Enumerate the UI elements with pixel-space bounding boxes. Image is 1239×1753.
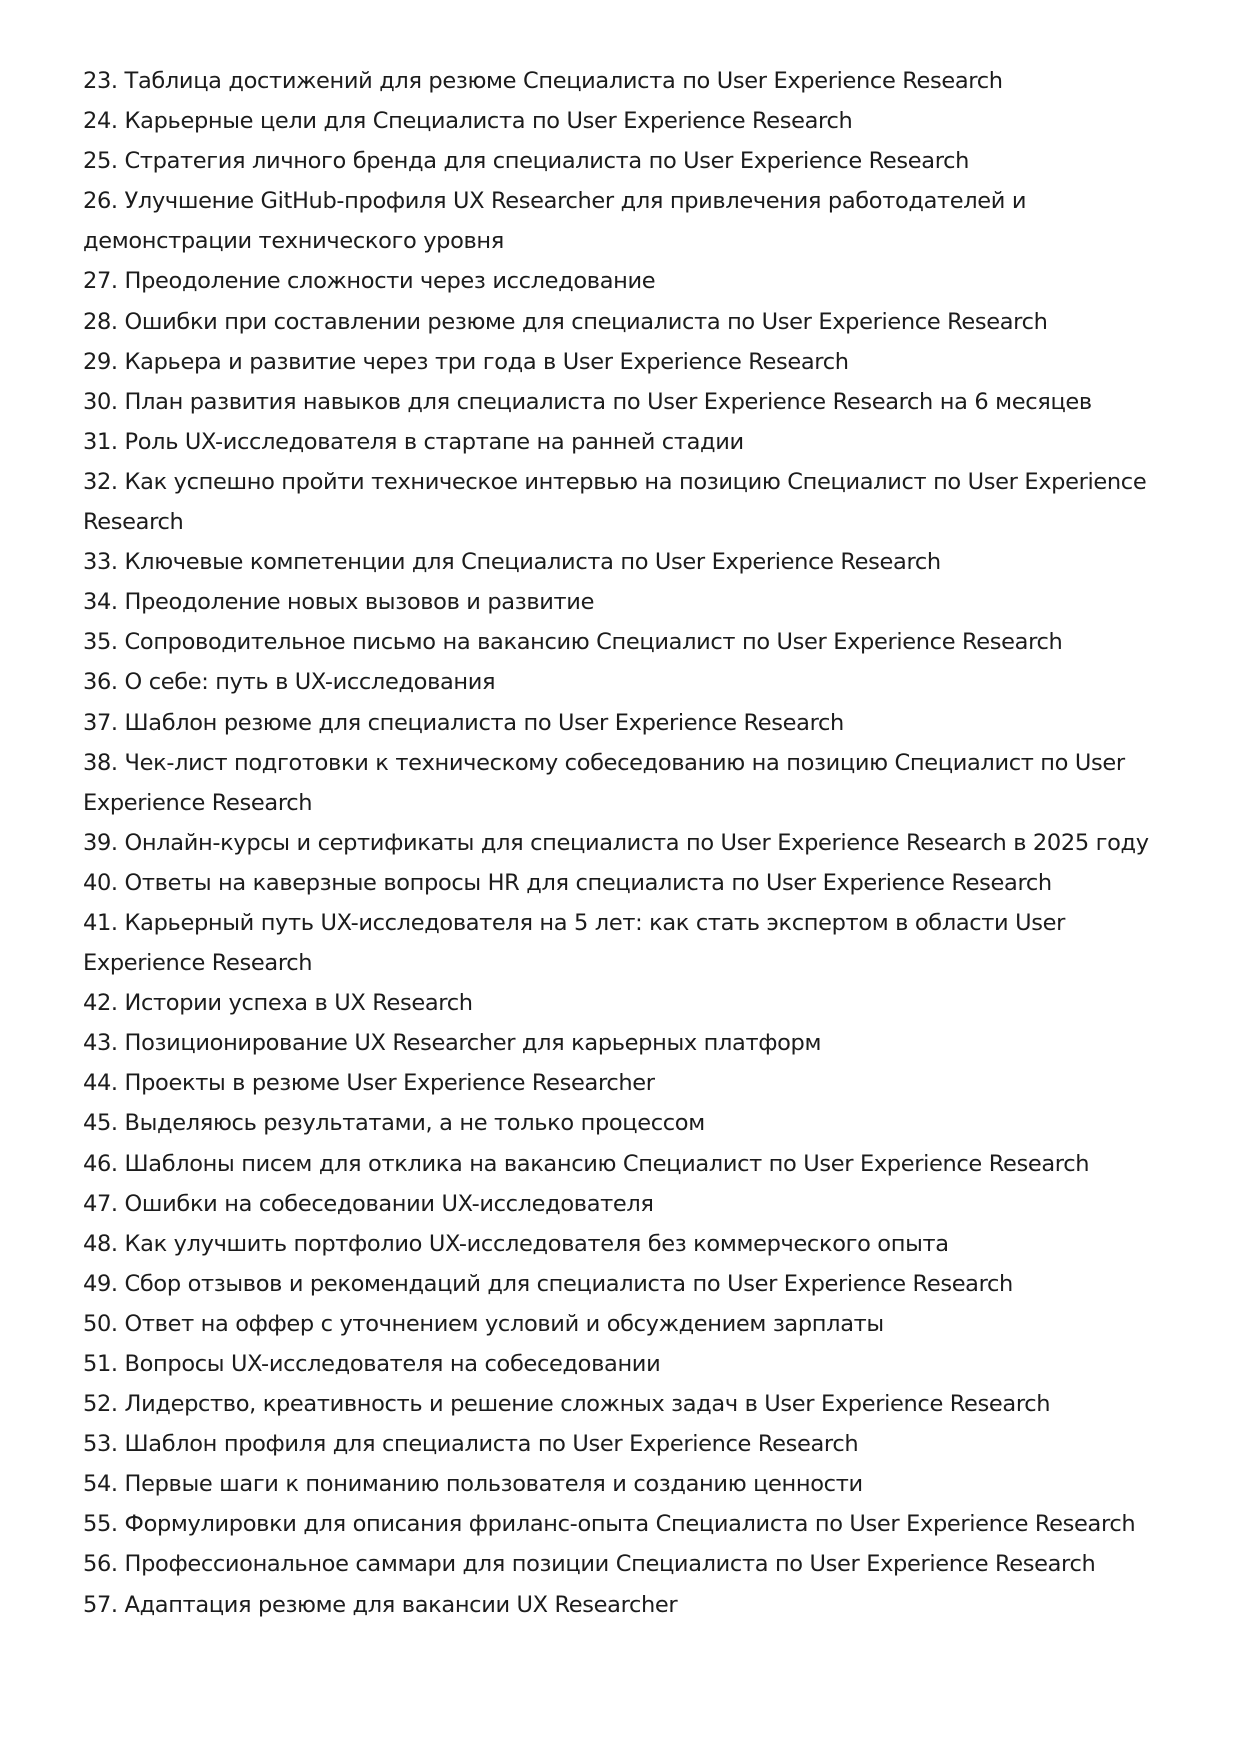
toc-item-text: Ответ на оффер с уточнением условий и обсуждением зарплаты [124,1310,884,1337]
toc-item [83,622,1158,662]
toc-item-number: 48. [83,1230,118,1257]
toc-item-text: Ответы на каверзные вопросы HR для специалиста по User Experience Research [124,869,1052,896]
toc-item-text: Шаблон профиля для специалиста по User Experience Research [124,1431,859,1458]
toc-item-text: План развития навыков для специалиста по User Experience Research на 6 месяцев [124,388,1092,415]
toc-item-text: Первые шаги к пониманию пользователя и созданию ценности [124,1471,863,1498]
toc-item-text: Сбор отзывов и рекомендаций для специалиста по User Experience Research [124,1270,1013,1297]
toc-item-text: Ключевые компетенции для Специалиста по User Experience Research [124,549,941,576]
toc-item [83,662,1158,702]
toc-item-number: 40. [83,869,118,896]
toc-item-text: Преодоление новых вызовов и развитие [124,589,595,616]
toc-item-text: Формулировки для описания фриланс-опыта Специалиста по User Experience Research [124,1511,1136,1538]
toc-item-number: 46. [83,1150,118,1177]
toc-item-number: 32. [83,468,118,495]
toc-item [83,302,1158,342]
toc-item-text: Шаблоны писем для отклика на вакансию Специалист по User Experience Research [124,1150,1090,1177]
toc-item [83,1224,1158,1264]
toc-item-number: 25. [83,148,118,175]
toc-item-text: Карьерные цели для Специалиста по User Experience Research [124,108,853,135]
toc-item [83,1063,1158,1103]
toc-item-text: Как успешно пройти техническое интервью на позицию Специалист по User Experience Research [83,468,1147,536]
toc-item [83,1103,1158,1143]
toc-item-number: 28. [83,308,118,335]
toc-item-text: Адаптация резюме для вакансии UX Researcher [124,1591,678,1618]
toc-item [83,422,1158,462]
toc-item-number: 33. [83,549,118,576]
toc-item-number: 43. [83,1030,118,1057]
toc-item [83,1504,1158,1544]
toc-item-text: Ошибки на собеседовании UX-исследователя [124,1190,654,1217]
toc-item-text: Карьера и развитие через три года в User Experience Research [124,348,849,375]
toc-item-number: 38. [83,749,118,776]
toc-item-number: 45. [83,1110,118,1137]
toc-item-number: 49. [83,1270,118,1297]
toc-item-number: 51. [83,1351,118,1377]
toc-item [83,1264,1158,1304]
toc-item [83,1144,1158,1184]
toc-item [83,703,1158,743]
toc-item [83,1464,1158,1504]
toc-item-text: Позиционирование UX Researcher для карьерных платформ [124,1030,822,1057]
toc-item [83,542,1158,582]
toc-item-text: Чек-лист подготовки к техническому собеседованию на позицию Специалист по User Experience Research [83,749,1125,816]
toc-item-number: 24. [83,108,118,135]
toc-item-number: 37. [83,709,118,736]
toc-item-number: 35. [83,629,118,656]
toc-item-text: Карьерный путь UX-исследователя на 5 лет: как стать экспертом в области User Experience Research [83,909,1066,977]
toc-item [83,1304,1158,1344]
toc-item-number: 26. [83,188,118,215]
toc-item-number: 41. [83,909,118,936]
toc-item-number: 34. [83,589,118,616]
toc-item [83,462,1158,542]
toc-item-text: Вопросы UX-исследователя на собеседовании [124,1351,661,1377]
toc-item [83,382,1158,422]
toc-item [83,1585,1158,1625]
toc-item-text: Ошибки при составлении резюме для специалиста по User Experience Research [124,308,1048,335]
toc-item-number: 29. [83,348,118,375]
toc-item-number: 57. [83,1591,118,1618]
toc-item [83,101,1158,141]
toc-item-text: Стратегия личного бренда для специалиста по User Experience Research [124,148,970,175]
toc-item-text: Улучшение GitHub-профиля UX Researcher для привлечения работодателей и демонстрации технического уровня [83,188,1027,255]
toc-item [83,823,1158,863]
toc-item [83,261,1158,301]
toc-item [83,743,1158,823]
toc-item-text: Лидерство, креативность и решение сложных задач в User Experience Research [124,1391,1051,1418]
toc-item-text: Сопроводительное письмо на вакансию Специалист по User Experience Research [124,629,1063,656]
toc-item-number: 56. [83,1551,118,1578]
toc-item-number: 39. [83,829,118,856]
toc-item-number: 23. [83,68,118,94]
toc-item [83,582,1158,622]
toc-item [83,1023,1158,1063]
toc-item [83,1184,1158,1224]
toc-item-number: 44. [83,1070,118,1097]
toc-item [83,61,1158,101]
toc-item-text: Таблица достижений для резюме Специалиста по User Experience Research [124,68,1003,94]
table-of-contents [83,61,1158,1625]
toc-item-number: 36. [83,669,118,696]
toc-item-number: 42. [83,990,118,1017]
toc-item-number: 52. [83,1391,118,1418]
toc-item [83,1384,1158,1424]
toc-item [83,342,1158,382]
toc-item-number: 30. [83,388,118,415]
toc-item-text: Как улучшить портфолио UX-исследователя без коммерческого опыта [124,1230,949,1257]
toc-item-text: Истории успеха в UX Research [124,990,473,1017]
toc-item [83,863,1158,903]
toc-item-number: 47. [83,1190,118,1217]
toc-item-text: Онлайн-курсы и сертификаты для специалиста по User Experience Research в 2025 году [124,829,1149,856]
toc-item [83,1544,1158,1584]
toc-item [83,1424,1158,1464]
toc-item-text: Выделяюсь результатами, а не только процессом [124,1110,705,1137]
toc-item-number: 50. [83,1310,118,1337]
toc-item-number: 55. [83,1511,118,1538]
toc-item-text: Профессиональное саммари для позиции Специалиста по User Experience Research [124,1551,1096,1578]
toc-item-number: 54. [83,1471,118,1498]
toc-item [83,1344,1158,1384]
toc-item-number: 53. [83,1431,118,1458]
toc-item-number: 27. [83,268,118,295]
toc-item-text: Преодоление сложности через исследование [124,268,656,295]
toc-item-text: О себе: путь в UX-исследования [124,669,496,696]
toc-item-number: 31. [83,428,118,455]
toc-item [83,903,1158,983]
toc-item-text: Роль UX-исследователя в стартапе на ранней стадии [124,428,744,455]
toc-item [83,141,1158,181]
toc-item-text: Шаблон резюме для специалиста по User Experience Research [124,709,844,736]
toc-item [83,181,1158,261]
toc-item-text: Проекты в резюме User Experience Researcher [124,1070,655,1097]
toc-item [83,983,1158,1023]
